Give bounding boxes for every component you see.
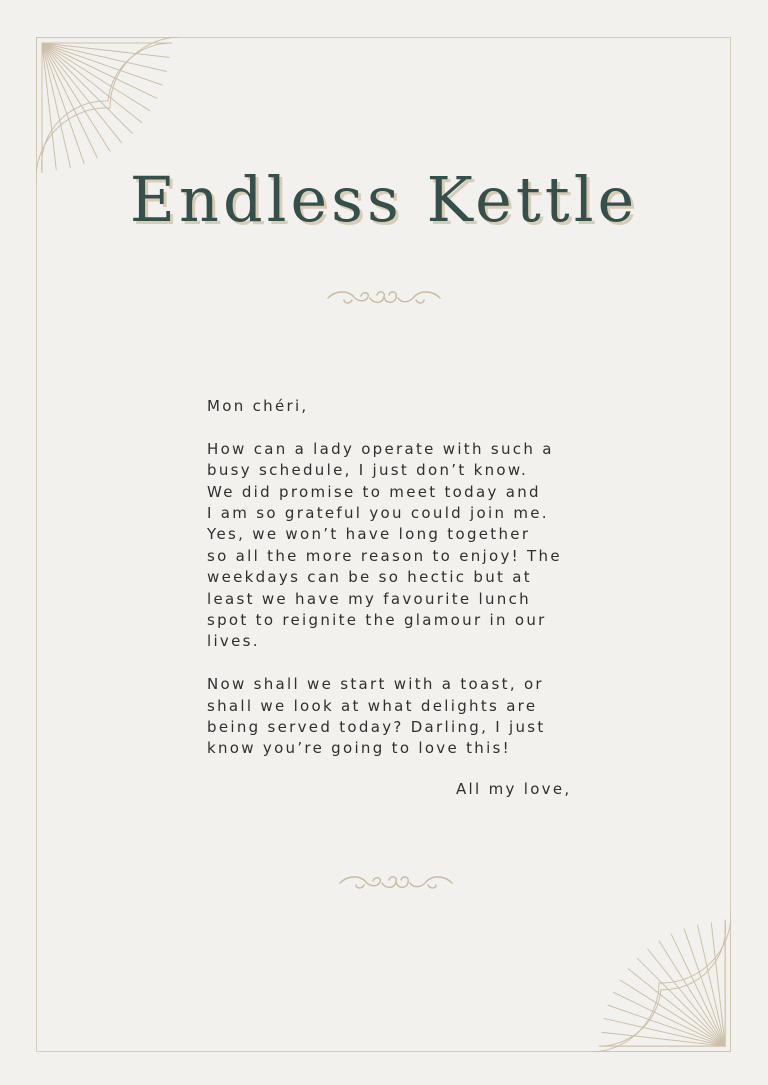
paragraph-2-line: being served today? Darling, I just [207,718,546,737]
paragraph-1-line: weekdays can be so hectic but at [207,568,532,587]
bottom-scroll-flourish-icon [338,871,454,893]
paragraph-1 [207,439,627,653]
paragraph-2-line: shall we look at what delights are [207,696,538,715]
salutation: Mon chéri, [207,397,309,415]
signoff: All my love, [456,780,572,798]
paragraph-1-line: How can a lady operate with such a [207,439,554,458]
paragraph-1-line: lives. [207,632,260,651]
fan-ray [42,43,133,134]
top-scroll-flourish-icon [326,286,442,308]
paragraph-1-line: Yes, we won’t have long together [207,525,531,544]
page-title: Endless Kettle [129,163,639,236]
paragraph-1-line: spot to reignite the glamour in our [207,611,547,630]
paragraph-1-line: so all the more reason to enjoy! The [207,546,562,565]
paragraph-1-line: I am so grateful you could join me. [207,504,549,523]
paragraph-2-line: Now shall we start with a toast, or [207,675,544,694]
bottom-right-fan-ornament-icon [585,906,731,1052]
paragraph-2-line: know you’re going to love this! [207,739,511,758]
paragraph-1-line: least we have my favourite lunch [207,589,531,608]
paragraph-1-line: We did promise to meet today and [207,482,541,501]
fan-ray [637,958,725,1046]
letter-body [207,396,627,760]
paragraph-1-line: busy schedule, I just don’t know. [207,461,529,480]
paragraph-2 [207,674,627,760]
